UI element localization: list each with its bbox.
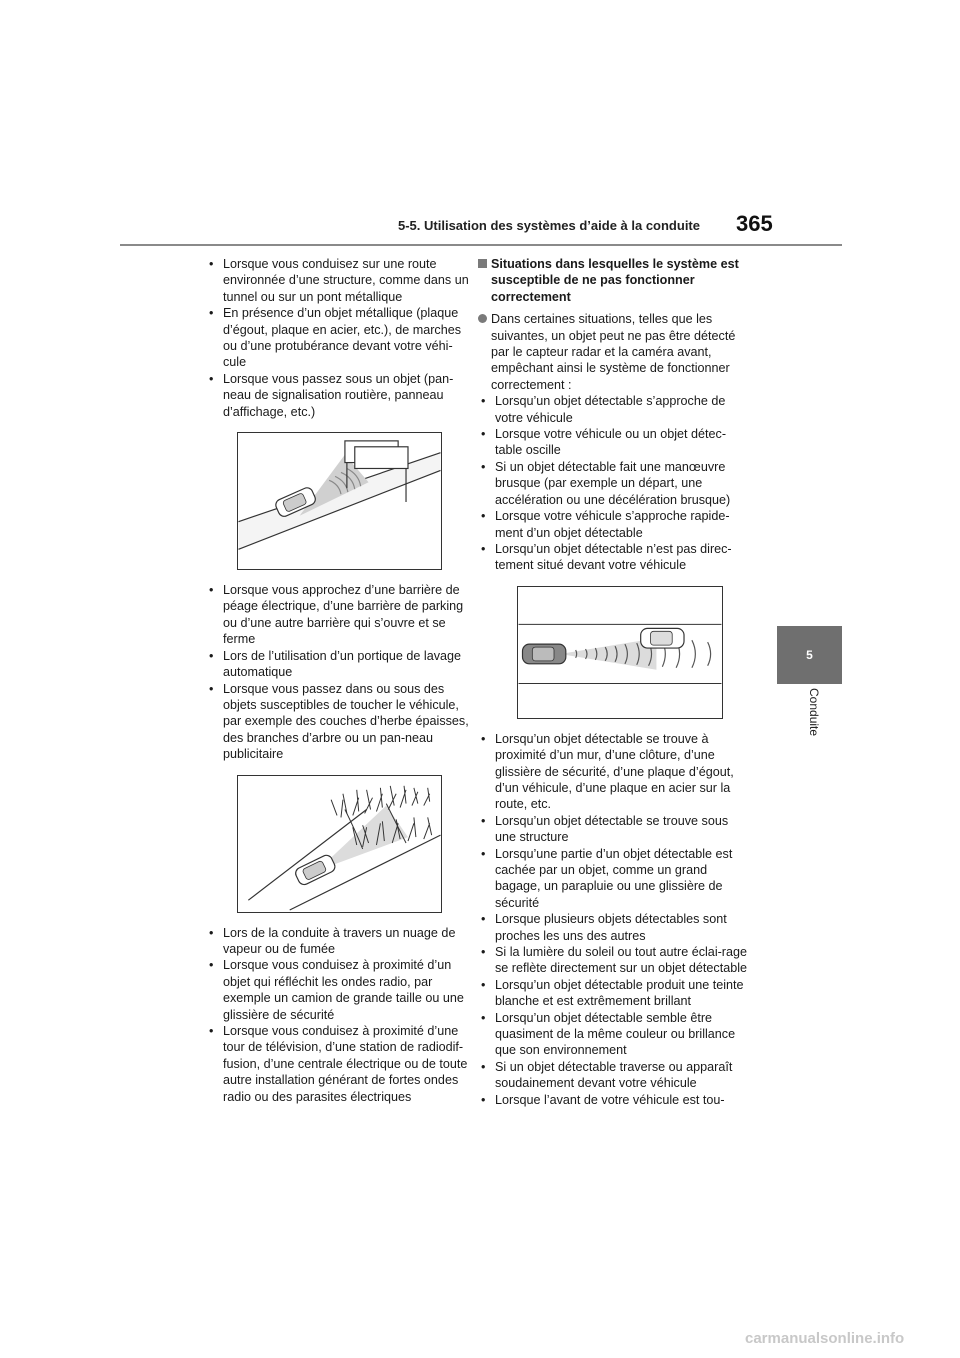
list-item: • Si un objet détectable traverse ou apparaît soudainement devant votre véhicule [477, 1059, 752, 1092]
list-item: • En présence d’un objet métallique (plaque d’égout, plaque en acier, etc.), de marches ou d’une protubérance devant votre véhi-cule [205, 305, 470, 371]
list-item: • Lorsque vous approchez d’une barrière de péage électrique, d’une barrière de parking ou d’une autre barrière qui s’ouvre et se ferme [205, 582, 470, 648]
right-column [477, 256, 752, 1108]
illustration-overhead-sign [237, 432, 442, 570]
list-item: • Lorsqu’un objet détectable se trouve sous une structure [477, 813, 752, 846]
list-item: • Lors de l’utilisation d’un portique de lavage automatique [205, 648, 470, 681]
bullet-list-c [205, 925, 470, 1105]
bullet-list-b [205, 582, 470, 762]
list-item: • Lorsqu’un objet détectable se trouve à proximité d’un mur, d’une clôture, d’une glissière de sécurité, d’une plaque d’égout, d’un véhicule, d’une plaque en acier sur la route, etc. [477, 731, 752, 813]
section-heading-text: Situations dans lesquelles le système est susceptible de ne pas fonctionner correctement [491, 257, 739, 304]
list-item: • Lorsqu’un objet détectable n’est pas direc-tement situé devant votre véhicule [477, 541, 752, 574]
illustration-offset-vehicle [517, 586, 723, 719]
list-item: • Lorsque vous conduisez à proximité d’un objet qui réfléchit les ondes radio, par exemple un camion de grande taille ou une glissière de sécurité [205, 957, 470, 1023]
list-item: • Lorsque plusieurs objets détectables sont proches les uns des autres [477, 911, 752, 944]
list-item: • Lorsqu’un objet détectable produit une teinte blanche et est extrêmement brillant [477, 977, 752, 1010]
intro-text: Dans certaines situations, telles que les suivantes, un objet peut ne pas être détecté par le capteur radar et la caméra avant, empêchant ainsi le système de fonctionner correctement : [491, 312, 736, 392]
list-item: • Lorsque vous conduisez à proximité d’une tour de télévision, d’une station de radiodif-fusion, d’une centrale électrique ou de toute autre installation générant de fortes ondes radio ou des parasites électriques [205, 1023, 470, 1105]
offset-vehicle-drawing [518, 587, 722, 718]
chapter-number: 5 [806, 648, 813, 662]
bullet-list-d [477, 393, 752, 573]
circle-bullet-icon [478, 314, 487, 323]
watermark: carmanualsonline.info [745, 1330, 905, 1347]
left-column [205, 256, 470, 1105]
thick-grass-drawing [238, 776, 441, 912]
list-item: • Lorsque vous passez sous un objet (pan-neau de signalisation routière, panneau d’affichage, etc.) [205, 371, 470, 420]
list-item: • Si un objet détectable fait une manœuvre brusque (par exemple un départ, une accélération ou une décélération brusque) [477, 459, 752, 508]
bullet-list-e [477, 731, 752, 1108]
list-item: • Lorsque votre véhicule s’approche rapide-ment d’un objet détectable [477, 508, 752, 541]
chapter-label: Conduite [807, 688, 821, 737]
list-item: • Lorsque vous conduisez sur une route environnée d’une structure, comme dans un tunnel ou sur un pont métallique [205, 256, 470, 305]
page-number: 365 [736, 211, 773, 236]
intro-paragraph [477, 311, 752, 393]
list-item: • Lorsqu’une partie d’un objet détectable est cachée par un objet, comme un grand bagage, un parapluie ou une glissière de sécurité [477, 846, 752, 912]
section-heading [477, 256, 752, 305]
list-item: • Lors de la conduite à travers un nuage de vapeur ou de fumée [205, 925, 470, 958]
chapter-tab[interactable] [777, 626, 842, 684]
bullet-list-a [205, 256, 470, 420]
illustration-thick-grass [237, 775, 442, 913]
list-item: • Lorsque l’avant de votre véhicule est tou- [477, 1092, 752, 1108]
list-item: • Lorsqu’un objet détectable semble être quasiment de la même couleur ou brillance que son environnement [477, 1010, 752, 1059]
overhead-sign-drawing [238, 433, 441, 569]
header-divider [120, 244, 842, 246]
square-bullet-icon [478, 259, 487, 268]
list-item: • Lorsqu’un objet détectable s’approche de votre véhicule [477, 393, 752, 426]
list-item: • Si la lumière du soleil ou tout autre éclai-rage se reflète directement sur un objet détectable [477, 944, 752, 977]
list-item: • Lorsque votre véhicule ou un objet détec-table oscille [477, 426, 752, 459]
section-title: 5-5. Utilisation des systèmes d’aide à la conduite [398, 218, 700, 233]
list-item: • Lorsque vous passez dans ou sous des objets susceptibles de toucher le véhicule, par exemple des couches d’herbe épaisses, des branches d’arbre ou un pan-neau publicitaire [205, 681, 470, 763]
